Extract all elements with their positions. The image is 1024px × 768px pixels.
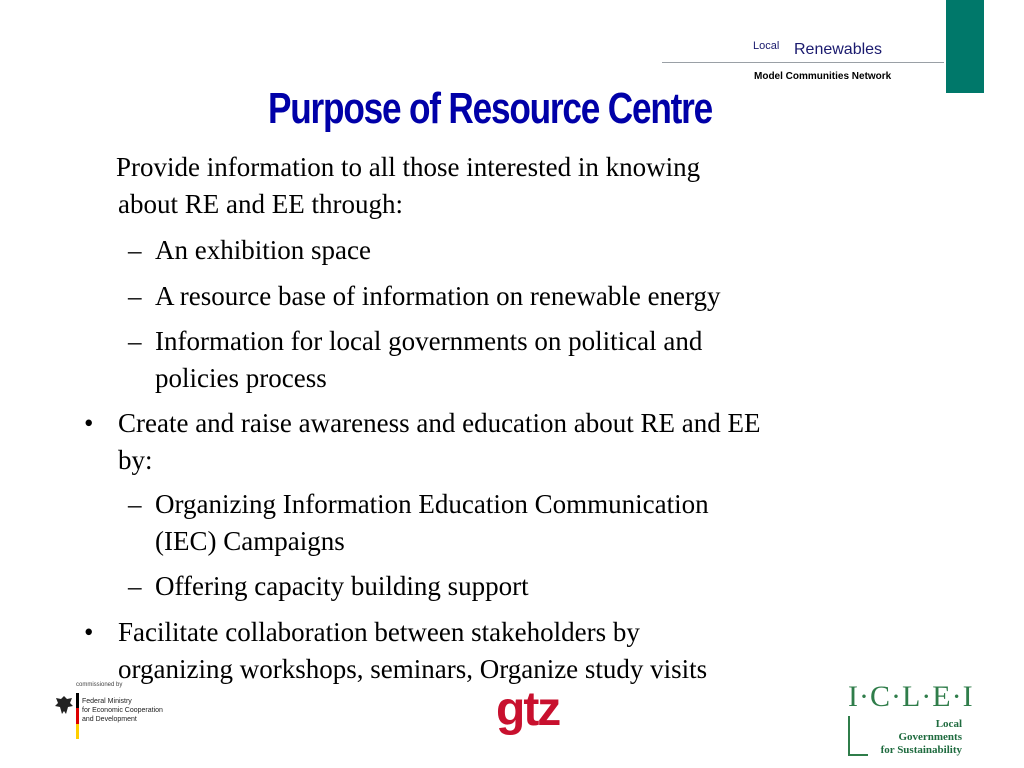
brand-network: Model Communities Network (754, 71, 892, 82)
bmz-line: and Development (82, 716, 137, 723)
slide-title: Purpose of Resource Centre (267, 84, 713, 133)
bullet-marker: • (84, 617, 94, 647)
sub-item-cont: policies process (155, 363, 327, 393)
iclei-tag-line: Governments (898, 731, 962, 743)
sub-item: Offering capacity building support (155, 571, 529, 601)
iclei-logo: I·C·L·E·I (848, 680, 974, 713)
sub-item: A resource base of information on renewable energy (155, 281, 721, 311)
iclei-tagline (856, 718, 962, 757)
sub-item: An exhibition space (155, 235, 371, 265)
intro-line-1: Provide information to all those interested in knowing (116, 152, 701, 182)
sub-item-cont: (IEC) Campaigns (155, 526, 345, 556)
brand-divider (662, 62, 944, 63)
german-flag-bar (76, 693, 79, 739)
bullet-item-cont: by: (118, 445, 153, 475)
brand-green-bar (946, 0, 984, 93)
federal-eagle-icon (54, 694, 74, 716)
dash-marker: – (128, 326, 142, 356)
sub-item: Organizing Information Education Communication (155, 489, 709, 519)
bullet-item: Create and raise awareness and education about RE and EE (118, 408, 761, 438)
bullet-item-cont: organizing workshops, seminars, Organize study visits (118, 654, 708, 684)
dash-marker: – (128, 281, 142, 311)
bmz-line: for Economic Cooperation (82, 707, 163, 714)
iclei-bracket (848, 716, 850, 756)
dash-marker: – (128, 489, 142, 519)
sub-item: Information for local governments on political and (155, 326, 703, 356)
bmz-text (82, 697, 163, 724)
iclei-tag-line: Local (935, 718, 962, 730)
iclei-tag-line: for Sustainability (880, 744, 962, 756)
dash-marker: – (128, 235, 142, 265)
bullet-item: Facilitate collaboration between stakeholders by (118, 617, 640, 647)
gtz-logo: gtz (496, 683, 560, 736)
bullet-marker: • (84, 408, 94, 438)
bmz-commissioned: commissioned by (76, 682, 123, 688)
brand-renewables: Renewables (794, 41, 883, 58)
dash-marker: – (128, 571, 142, 601)
brand-local: Local (753, 40, 780, 52)
bmz-line: Federal Ministry (82, 698, 132, 705)
intro-line-2: about RE and EE through: (118, 189, 403, 219)
